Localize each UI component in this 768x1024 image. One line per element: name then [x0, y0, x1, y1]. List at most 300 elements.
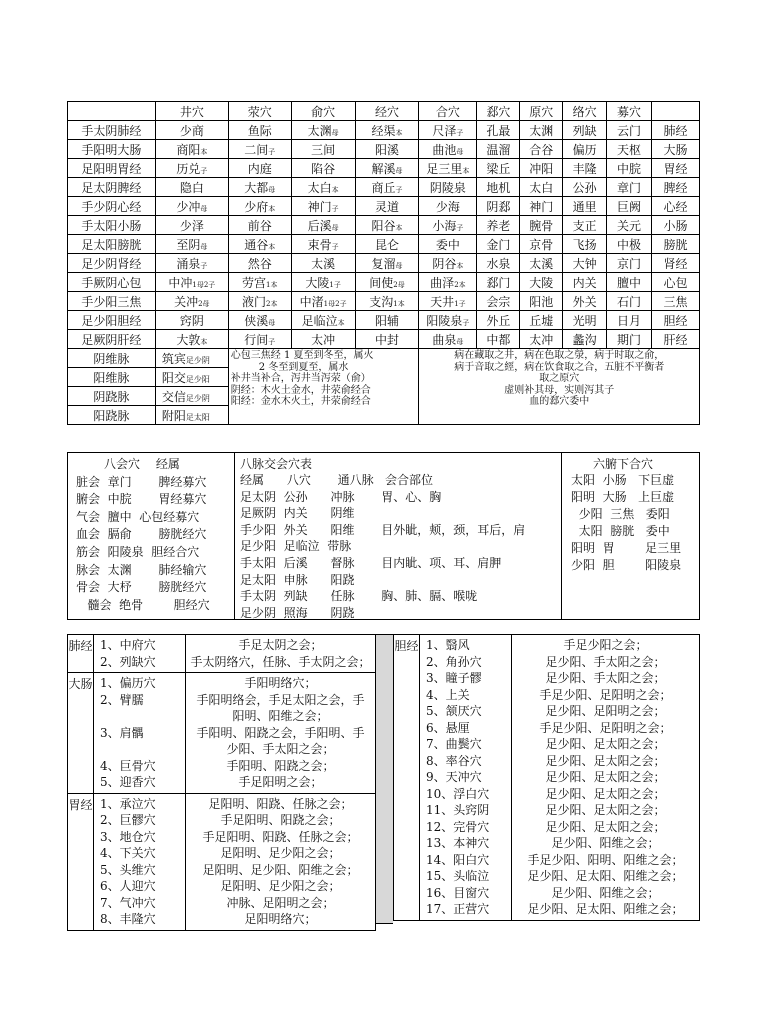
note-line: 病在藏取之井，病在色取之滎，病于时取之俞，	[454, 350, 665, 361]
table-cell: 合谷	[520, 140, 563, 159]
table-cell: 大陵1子	[291, 273, 355, 292]
table-cell: 手太阳小肠	[68, 216, 156, 235]
point-descriptions	[512, 635, 700, 921]
point-item: 9、天冲穴	[426, 770, 482, 784]
eight-confluent-points	[234, 453, 562, 619]
table-cell: 大钟	[563, 254, 607, 273]
point-item: 6、悬厘	[426, 720, 470, 735]
point-desc: 足少阳、足太阳、阳维之会；	[527, 902, 684, 916]
table-cell: 石门	[607, 292, 652, 311]
point-desc: 少阳、手太阳之会；	[226, 742, 335, 756]
point-item: 6、人迎穴	[100, 879, 156, 893]
confluent-line: 手少阳 外关 阳维 目外眦，颊，颈，耳后，肩	[240, 522, 526, 537]
confluent-line: 手太阴 列缺 任脉 胸、肺、膈、喉咙	[240, 589, 478, 604]
cell-annotation: 本	[462, 166, 470, 175]
table-cell: 胆经	[652, 311, 700, 330]
hui-line: 气会 膻中 心包经募穴	[76, 509, 200, 524]
cell-annotation: 母	[268, 318, 276, 327]
table-cell: 会宗	[477, 292, 520, 311]
table-cell: 通里	[563, 197, 607, 216]
cell-annotation: 本	[456, 261, 464, 270]
table-cell: 列缺	[563, 121, 607, 140]
point-desc: 足阳明、足少阳、阳维之会；	[202, 862, 359, 877]
point-item: 3、瞳子髎	[426, 671, 482, 685]
point-desc: 手阳明、阳跷之会；	[226, 758, 335, 773]
table-cell: 京门	[607, 254, 652, 273]
point-item	[94, 741, 185, 758]
table-cell: 脾经	[652, 178, 700, 197]
lower-he-line: 阳明 大肠 上巨虚	[571, 490, 675, 504]
point-desc: 足阳明、足少阳之会；	[220, 846, 341, 860]
table-cell: 少冲母	[155, 197, 228, 216]
table-cell: 昆仑	[355, 235, 419, 254]
table-cell: 束骨子	[291, 235, 355, 254]
note-line: 病于音取之經，病在饮食取之合，五脏不平衡者	[454, 361, 665, 373]
point-desc: 冲脉、足阳明之会；	[226, 895, 335, 910]
table-cell: 足少阳胆经	[68, 311, 156, 330]
cell-annotation: 母	[200, 204, 208, 213]
point-meridian: 足少阴	[185, 355, 210, 365]
point-item: 13、本神穴	[426, 836, 490, 850]
point-item	[94, 708, 185, 725]
table-cell: 冲阳	[520, 159, 563, 178]
point-desc: 手足阳明、阳跷、任脉之会；	[202, 829, 359, 844]
point-name: 阳交	[161, 370, 186, 385]
table-cell: 商丘子	[355, 178, 419, 197]
point-item: 15、头临泣	[426, 869, 490, 883]
table-cell: 肾经	[652, 254, 700, 273]
hui-line: 髓会 绝骨 胆经穴	[76, 597, 210, 612]
table-cell: 手少阳三焦	[68, 292, 156, 311]
lower-he-line: 阳明 胃 足三里	[571, 541, 682, 555]
point-desc: 足少阳、足太阳之会；	[545, 753, 666, 768]
table-cell: 中封	[355, 330, 419, 349]
header-cell: 合穴	[419, 102, 477, 121]
hui-line: 筋会 阳陵泉 胆经合穴	[76, 545, 200, 559]
point-item: 5、迎香穴	[100, 775, 156, 789]
table-cell: 然谷	[228, 254, 291, 273]
cell-annotation: 子	[268, 147, 276, 156]
point-item: 4、上关	[426, 687, 470, 702]
table-cell: 中渚1母2子	[291, 292, 355, 311]
header-cell	[652, 102, 700, 121]
point-item: 4、下关穴	[100, 846, 156, 860]
table-cell: 至阴母	[155, 235, 228, 254]
table-cell: 手少阴心经	[68, 197, 156, 216]
point-desc: 足少阳、阳维之会；	[551, 836, 660, 850]
extra-row	[68, 349, 700, 368]
table-cell: 灵道	[355, 197, 419, 216]
meridian-name: 肺经	[68, 635, 94, 673]
point-desc: 手阳明络会，手足太阳之会，手	[196, 692, 365, 707]
table-cell: 大陵	[520, 273, 563, 292]
table-cell: 神门子	[291, 197, 355, 216]
table-row	[68, 216, 700, 235]
note-line: 心包三焦经 1 夏至到冬至，属火	[230, 350, 374, 361]
cell-annotation: 本	[395, 223, 403, 232]
cell-annotation: 本	[337, 318, 345, 327]
point-desc: 足少阳、足阳明之会；	[545, 704, 666, 718]
point-desc: 足少阳、手太阳之会；	[545, 671, 666, 685]
table-row	[68, 178, 700, 197]
table-row	[68, 292, 700, 311]
point-item: 1、翳风	[426, 638, 470, 652]
cell-annotation: 子	[200, 166, 208, 175]
point-meridian: 足少阴	[185, 393, 210, 403]
table-cell: 曲池母	[419, 140, 477, 159]
table-cell: 胃经	[652, 159, 700, 178]
cell-annotation: 母	[200, 242, 208, 251]
point-item: 7、曲鬓穴	[426, 737, 482, 751]
header-cell: 络穴	[563, 102, 607, 121]
table-cell: 阳溪	[355, 140, 419, 159]
table-cell: 太溪	[291, 254, 355, 273]
table-cell: 云门	[607, 121, 652, 140]
table-cell: 天枢	[607, 140, 652, 159]
cell-annotation: 2本	[265, 299, 278, 308]
confluent-title: 八脉交会穴表	[240, 457, 313, 471]
table-cell: 梁丘	[477, 159, 520, 178]
table-cell: 内关	[563, 273, 607, 292]
point-item: 3、地仓穴	[100, 829, 156, 844]
point-item: 16、目窗穴	[426, 885, 490, 900]
meridian-name: 胃经	[68, 793, 94, 930]
table-cell: 手阳明大肠	[68, 140, 156, 159]
table-cell: 外关	[563, 292, 607, 311]
cell-annotation: 母	[331, 223, 339, 232]
table-cell: 液门2本	[228, 292, 291, 311]
table-cell: 京骨	[520, 235, 563, 254]
five-shu-points-table	[67, 101, 700, 425]
cell-annotation: 本	[268, 242, 276, 251]
point-desc: 手阳明络穴；	[244, 676, 317, 690]
header-cell: 井穴	[155, 102, 228, 121]
table-cell: 间使2母	[355, 273, 419, 292]
confluent-line: 足太阴 公孙 冲脉 胃、心、胸	[240, 489, 442, 504]
point-item: 11、头窍阴	[426, 803, 490, 817]
table-cell: 委中	[419, 235, 477, 254]
table-cell: 足阳明胃经	[68, 159, 156, 178]
cell-annotation: 1本	[265, 280, 278, 289]
left-crossing-points-table	[67, 634, 376, 931]
table-cell: 温溜	[477, 140, 520, 159]
mother-son-note	[228, 349, 419, 425]
point-descriptions	[186, 793, 376, 930]
cell-annotation: 子	[268, 337, 276, 346]
cell-annotation: 子	[200, 261, 208, 270]
note-line: 阳经：金水木火土，井荥俞经合	[230, 396, 371, 407]
cell-annotation: 1母2子	[323, 299, 347, 308]
table-cell: 足厥阴肝经	[68, 330, 156, 349]
table-cell: 曲泉母	[419, 330, 477, 349]
confluent-line: 足厥阴 内关 阴维	[240, 506, 355, 521]
table-cell: 侠溪母	[228, 311, 291, 330]
table-cell: 神门	[520, 197, 563, 216]
table-cell: 大敦本	[155, 330, 228, 349]
point-item: 2、角孙穴	[426, 654, 482, 669]
table-cell: 三间	[291, 140, 355, 159]
confluent-line: 足太阳 申脉 阳跷	[240, 572, 355, 587]
table-cell: 飞扬	[563, 235, 607, 254]
point-item: 5、头维穴	[100, 862, 156, 877]
point-name: 附阳	[161, 408, 186, 423]
cell-annotation: 子	[331, 242, 339, 251]
point-item: 14、阳白穴	[426, 852, 490, 867]
table-cell: 巨阙	[607, 197, 652, 216]
table-cell: 大都母	[228, 178, 291, 197]
table-cell: 小肠	[652, 216, 700, 235]
confluent-line: 经属 八穴 通八脉 会合部位	[240, 473, 434, 487]
table-cell: 中都	[477, 330, 520, 349]
table-cell: 中极	[607, 235, 652, 254]
cell-annotation: 1本	[393, 299, 405, 308]
note-line: 血的郄穴委中	[529, 396, 590, 407]
table-row	[68, 254, 700, 273]
meridian-name: 胆经	[394, 635, 420, 921]
confluent-line: 足少阳 足临泣 带脉	[240, 539, 352, 554]
point-item: 8、丰隆穴	[100, 912, 156, 926]
table-cell: 外丘	[477, 311, 520, 330]
point-name: 交信	[161, 389, 186, 404]
cell-annotation: 母	[268, 185, 276, 194]
table-cell: 膻中	[607, 273, 652, 292]
point-desc: 足少阳、足太阳、阳维之会；	[527, 869, 684, 883]
header-cell: 经穴	[355, 102, 419, 121]
table-cell: 太溪	[520, 254, 563, 273]
table-cell: 孔最	[477, 121, 520, 140]
table-cell: 尺泽子	[419, 121, 477, 140]
point-list	[94, 673, 186, 794]
hui-line: 血会 膈俞 膀胱经穴	[76, 527, 207, 542]
table-cell: 金门	[477, 235, 520, 254]
table-cell: 日月	[607, 311, 652, 330]
meridian-group	[68, 793, 376, 930]
table-cell: 足太阳膀胱	[68, 235, 156, 254]
cell-annotation: 子	[462, 318, 470, 327]
point-desc: 手太阴络穴，任脉、手太阴之会；	[190, 654, 371, 669]
cell-annotation: 1子	[454, 299, 466, 308]
table-cell: 支正	[563, 216, 607, 235]
table-cell: 足临泣本	[291, 311, 355, 330]
point-desc: 手足太阴之会；	[238, 638, 323, 652]
cell-annotation: 2本	[454, 280, 466, 289]
table-cell: 劳宫1本	[228, 273, 291, 292]
cell-annotation: 本	[268, 204, 276, 213]
note-line: 阴经：木火土金水，井荥俞经合	[230, 384, 371, 396]
table-cell: 心经	[652, 197, 700, 216]
point-desc: 足阳明、足少阳之会；	[220, 879, 341, 893]
point-meridian: 足少阳	[185, 374, 210, 384]
table-cell: 隐白	[155, 178, 228, 197]
point-name: 筑宾	[161, 351, 186, 366]
cell-annotation: 母	[395, 166, 403, 175]
header-cell: 原穴	[520, 102, 563, 121]
point-desc: 手足阳明、阳跷之会；	[220, 813, 341, 827]
lower-he-line: 少阳 三焦 委阳	[571, 507, 670, 521]
table-cell: 蠡沟	[563, 330, 607, 349]
meridian-group	[68, 635, 376, 673]
table-cell: 丘墟	[520, 311, 563, 330]
cell-annotation: 本	[331, 185, 339, 194]
table-cell: 少府本	[228, 197, 291, 216]
hui-line: 腑会 中脘 胃经募穴	[76, 492, 207, 507]
table-cell: 腕骨	[520, 216, 563, 235]
header-cell: 郄穴	[477, 102, 520, 121]
cell-annotation: 本	[200, 147, 208, 156]
table-cell: 曲泽2本	[419, 273, 477, 292]
point-item: 2、列缺穴	[100, 654, 156, 669]
vessel-name: 阳维脉	[68, 368, 156, 387]
point-desc: 阳明、阳维之会；	[232, 709, 329, 723]
lower-he-line: 太阳 膀胱 委中	[571, 524, 670, 538]
point-desc: 手足少阳之会；	[563, 638, 648, 652]
confluent-line: 手太阳 后溪 督脉 目内眦、项、耳、肩胛	[240, 556, 502, 570]
table-cell: 内庭	[228, 159, 291, 178]
cell-annotation: 母	[456, 337, 464, 346]
table-cell: 太渊母	[291, 121, 355, 140]
table-cell: 小海子	[419, 216, 477, 235]
table-row	[68, 197, 700, 216]
header-cell	[68, 102, 156, 121]
lower-he-line: 少阳 胆 阳陵泉	[571, 558, 682, 572]
note-line: 取之原穴	[539, 373, 580, 384]
table-cell: 阴郄	[477, 197, 520, 216]
point-desc: 手足阳明之会；	[238, 775, 323, 789]
meridian-group	[394, 635, 700, 921]
point-list	[94, 793, 186, 930]
point-desc: 足少阳、足太阳之会；	[545, 819, 666, 834]
table-cell: 少商	[155, 121, 228, 140]
table-cell: 少泽	[155, 216, 228, 235]
vessel-name: 阳跷脉	[68, 406, 156, 425]
point-item: 4、巨骨穴	[100, 758, 156, 773]
table-cell: 太白	[520, 178, 563, 197]
vessel-point	[155, 387, 228, 406]
table-cell: 养老	[477, 216, 520, 235]
point-desc: 足少阳、阳维之会；	[551, 885, 660, 900]
point-item: 12、完骨穴	[426, 819, 490, 834]
cell-annotation: 母	[395, 261, 403, 270]
column-gutter	[376, 634, 393, 924]
table-cell: 足太阴脾经	[68, 178, 156, 197]
cell-annotation: 母	[331, 128, 339, 137]
point-item: 2、臂臑	[100, 692, 144, 707]
table-cell: 足三里本	[419, 159, 477, 178]
table-cell: 光明	[563, 311, 607, 330]
hui-line: 骨会 大杼 膀胱经穴	[76, 580, 207, 595]
table-cell: 鱼际	[228, 121, 291, 140]
cell-annotation: 1母2子	[192, 280, 216, 289]
table-cell: 历兑子	[155, 159, 228, 178]
cell-annotation: 子	[395, 185, 403, 194]
table-cell: 手太阴肺经	[68, 121, 156, 140]
table-cell: 中脘	[607, 159, 652, 178]
point-desc: 足少阳、手太阳之会；	[545, 654, 666, 669]
confluent-line: 足少阴 照海 阴跷	[240, 605, 355, 620]
point-item: 2、巨髎穴	[100, 813, 156, 827]
point-desc: 足少阳、足太阳之会；	[545, 786, 666, 801]
table-cell: 太冲	[291, 330, 355, 349]
table-cell: 阳陵泉子	[419, 311, 477, 330]
table-cell: 太冲	[520, 330, 563, 349]
table-cell: 阳池	[520, 292, 563, 311]
point-desc: 手足少阳、足阳明之会；	[539, 687, 672, 702]
point-desc: 足阳明络穴；	[244, 912, 317, 926]
point-desc: 手足少阳、足阳明之会；	[539, 720, 672, 735]
point-item: 7、气冲穴	[100, 895, 156, 910]
point-desc: 足少阳、足太阳之会；	[545, 770, 666, 784]
vessel-name: 阴跷脉	[68, 387, 156, 406]
note-line: 虚则补其母，实则泻其子	[504, 384, 615, 396]
table-cell: 手厥阴心包	[68, 273, 156, 292]
table-cell: 天井1子	[419, 292, 477, 311]
table-row	[68, 140, 700, 159]
vessel-point	[155, 368, 228, 387]
table-cell: 前谷	[228, 216, 291, 235]
table-row	[68, 159, 700, 178]
table-cell: 阳辅	[355, 311, 419, 330]
table-cell: 陷谷	[291, 159, 355, 178]
point-desc: 足少阳、足太阳之会；	[545, 803, 666, 817]
table-cell: 章门	[607, 178, 652, 197]
header-cell: 募穴	[607, 102, 652, 121]
table-cell: 期门	[607, 330, 652, 349]
table-row	[68, 235, 700, 254]
point-item: 1、中府穴	[100, 638, 156, 652]
table-header-row	[68, 102, 700, 121]
vessel-point	[155, 406, 228, 425]
table-cell: 经渠本	[355, 121, 419, 140]
point-item: 5、颔厌穴	[426, 704, 482, 718]
point-item: 8、率谷穴	[426, 753, 482, 768]
table-row	[68, 273, 700, 292]
table-cell: 偏历	[563, 140, 607, 159]
lower-he-title: 六腑下合穴	[593, 457, 654, 471]
table-cell: 阳谷本	[355, 216, 419, 235]
cell-annotation: 子	[331, 204, 339, 213]
right-crossing-points-table	[393, 634, 700, 921]
table-cell: 太白本	[291, 178, 355, 197]
table-cell: 地机	[477, 178, 520, 197]
table-cell: 解溪母	[355, 159, 419, 178]
table-cell: 后溪母	[291, 216, 355, 235]
note-line: 补井当补合，泻井当泻荥（俞）	[230, 373, 371, 384]
point-desc: 足阳明、阳跷、任脉之会；	[208, 796, 353, 811]
table-cell: 关冲2母	[155, 292, 228, 311]
hui-line: 脉会 太渊 肺经输穴	[76, 562, 207, 577]
cell-annotation: 2母	[393, 280, 405, 289]
point-item: 17、正营穴	[426, 902, 490, 916]
point-item: 3、肩髃	[100, 725, 144, 740]
table-cell: 商阳本	[155, 140, 228, 159]
table-cell: 肝经	[652, 330, 700, 349]
point-desc: 手阳明、阳跷之会，手阳明、手	[196, 725, 365, 740]
table-cell: 三焦	[652, 292, 700, 311]
table-cell: 水泉	[477, 254, 520, 273]
cell-annotation: 本	[395, 128, 403, 137]
table-row	[68, 330, 700, 349]
note-line: 2 冬至到夏至，属水	[258, 361, 349, 373]
hui-line: 八会穴 经属	[104, 457, 180, 471]
table-cell: 心包	[652, 273, 700, 292]
table-cell: 支沟1本	[355, 292, 419, 311]
table-cell: 二间子	[228, 140, 291, 159]
vessel-name: 阴维脉	[68, 349, 156, 368]
cell-annotation: 子	[456, 128, 464, 137]
indication-note	[419, 349, 700, 425]
table-cell: 郄门	[477, 273, 520, 292]
cell-annotation: 本	[200, 337, 208, 346]
